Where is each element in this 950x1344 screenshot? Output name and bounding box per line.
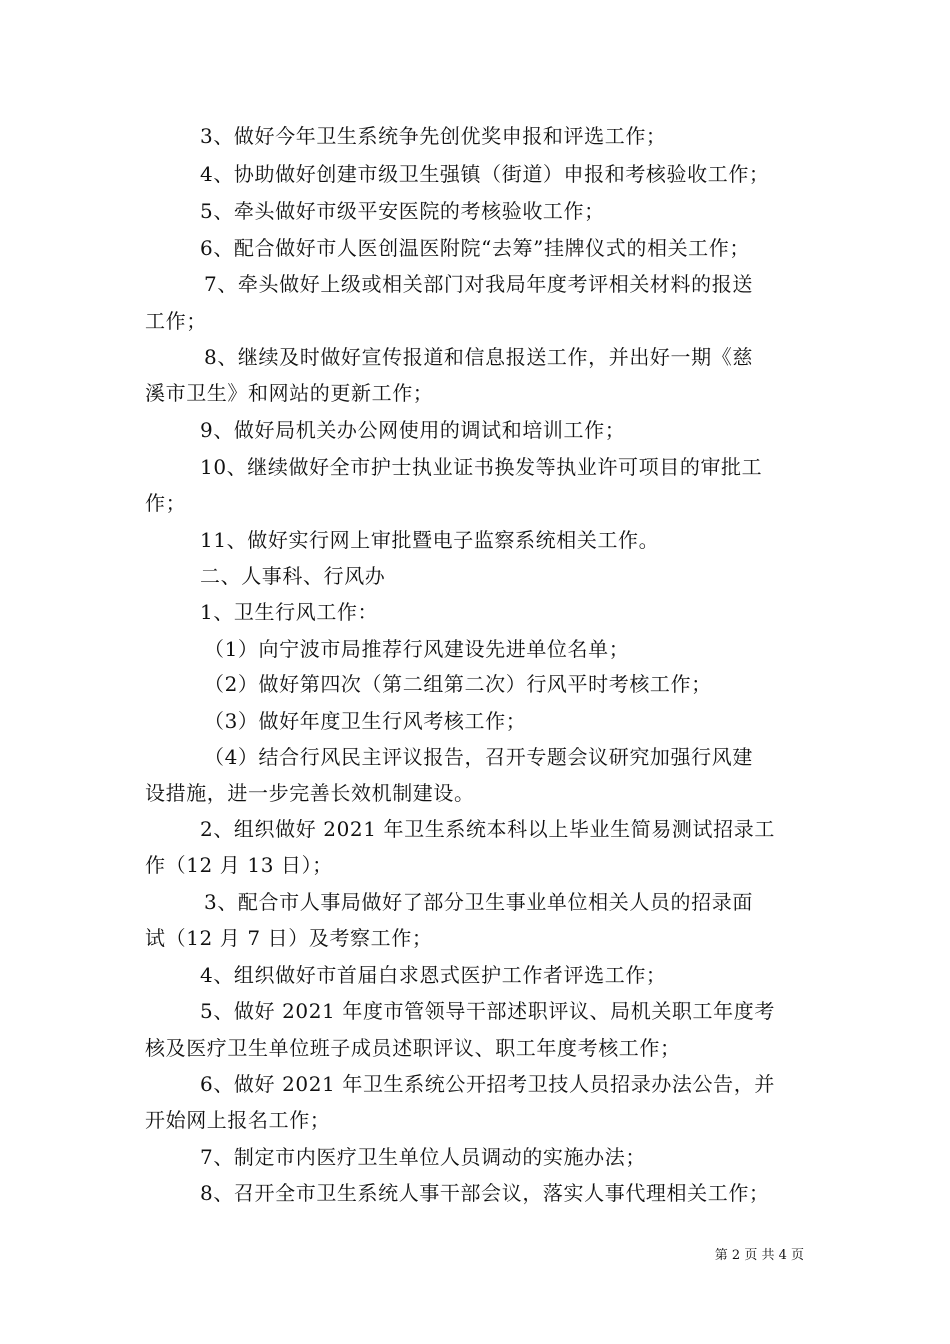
text-line: 1、卫生行风工作：	[200, 600, 379, 624]
text-line: 开始网上报名工作；	[145, 1108, 331, 1132]
text-line: 8、召开全市卫生系统人事干部会议，落实人事代理相关工作；	[200, 1181, 770, 1205]
text-line: （2）做好第四次（第二组第二次）行风平时考核工作；	[204, 672, 712, 696]
text-line: 4、协助做好创建市级卫生强镇（街道）申报和考核验收工作；	[200, 162, 770, 186]
text-line: 6、配合做好市人医创温医附院“去筹”挂牌仪式的相关工作；	[200, 236, 750, 260]
text-line: 3、配合市人事局做好了部分卫生事业单位相关人员的招录面	[204, 890, 753, 914]
text-line: 5、牵头做好市级平安医院的考核验收工作；	[200, 199, 605, 223]
text-line: 7、牵头做好上级或相关部门对我局年度考评相关材料的报送	[204, 272, 753, 296]
text-line: 5、做好 2021 年度市管领导干部述职评议、局机关职工年度考	[200, 999, 775, 1023]
text-line: 4、组织做好市首届白求恩式医护工作者评选工作；	[200, 963, 667, 987]
text-line: 核及医疗卫生单位班子成员述职评议、职工年度考核工作；	[145, 1036, 681, 1060]
text-line: 工作；	[145, 309, 207, 333]
text-line: 2、组织做好 2021 年卫生系统本科以上毕业生简易测试招录工	[200, 817, 775, 841]
text-line: 8、继续及时做好宣传报道和信息报送工作，并出好一期《慈	[204, 345, 753, 369]
text-line: 作（12 月 13 日）；	[145, 853, 333, 877]
text-line: 9、做好局机关办公网使用的调试和培训工作；	[200, 418, 626, 442]
section-heading: 二、人事科、行风办	[200, 564, 386, 588]
text-line: 7、制定市内医疗卫生单位人员调动的实施办法；	[200, 1145, 646, 1169]
text-line: 试（12 月 7 日）及考察工作；	[145, 926, 433, 950]
text-line: 设措施，进一步完善长效机制建设。	[145, 781, 475, 805]
text-line: 10、继续做好全市护士执业证书换发等执业许可项目的审批工	[200, 455, 763, 479]
text-line: （4）结合行风民主评议报告，召开专题会议研究加强行风建	[204, 745, 753, 769]
text-line: 溪市卫生》和网站的更新工作；	[145, 381, 434, 405]
text-line: （3）做好年度卫生行风考核工作；	[204, 709, 527, 733]
page-number-footer: 第 2 页 共 4 页	[714, 1248, 804, 1263]
text-line: 11、做好实行网上审批暨电子监察系统相关工作。	[200, 528, 660, 552]
text-line: 作；	[145, 491, 187, 515]
text-line: 3、做好今年卫生系统争先创优奖申报和评选工作；	[200, 124, 667, 148]
text-line: 6、做好 2021 年卫生系统公开招考卫技人员招录办法公告，并	[200, 1072, 775, 1096]
text-line: （1）向宁波市局推荐行风建设先进单位名单；	[204, 637, 630, 661]
